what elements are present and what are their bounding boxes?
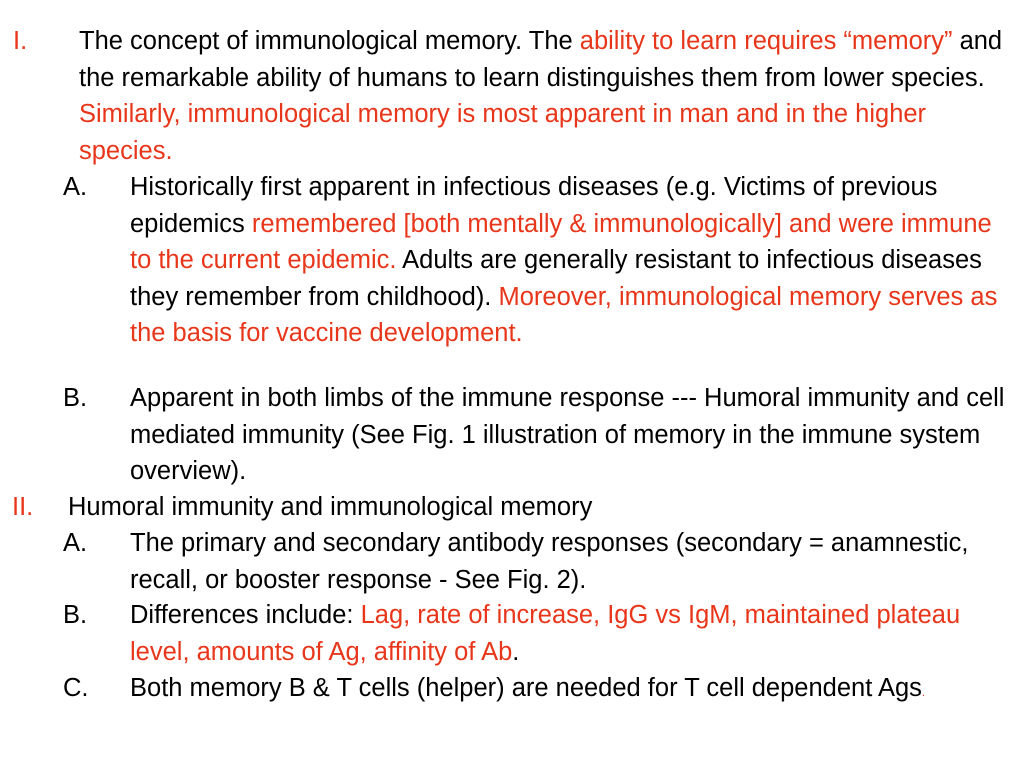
section-2-item-c-text: Both memory B & T cells (helper) are needed for T cell dependent Ags — [130, 674, 922, 702]
section-1-item-a — [63, 169, 1020, 352]
section-1-highlight-1: ability to learn requires “memory” — [579, 27, 953, 55]
section-2-item-c — [63, 670, 1020, 707]
section-2-marker: II. — [12, 493, 34, 521]
section-1-item-b — [63, 380, 1020, 490]
section-2-item-c-marker: C. — [63, 674, 89, 702]
section-1-text: The concept of immunological memory. The — [79, 27, 580, 55]
section-1-highlight-2: Similarly, immunological memory is most apparent in man and in the higher species. — [79, 100, 927, 165]
section-2-item-a — [63, 525, 1020, 598]
section-1-text-2: and the remarkable ability of humans to learn distinguishes them from lower species. — [79, 27, 1003, 92]
section-2-paragraph — [12, 489, 1008, 526]
section-1-item-a-highlight-1: remembered [both mentally & immunologically] and were immune to the current epidemic. — [130, 209, 992, 274]
section-2-item-a-text: The primary and secondary antibody responses (secondary = anamnestic, recall, or booster response - See Fig. 2). — [130, 529, 969, 594]
section-2-text: Humoral immunity and immunological memory — [68, 493, 593, 521]
section-2-item-b-marker: B. — [63, 601, 88, 629]
section-1-item-a-marker: A. — [63, 173, 88, 201]
section-2-item-b-highlight: Lag, rate of increase, IgG vs IgM, maintained plateau level, amounts of Ag, affinity of Ab — [130, 601, 961, 666]
section-2-item-b — [63, 597, 1020, 670]
section-1-item-a-highlight-2: Moreover, immunological memory serves as the basis for vaccine development. — [130, 282, 998, 347]
section-1-paragraph — [13, 23, 1019, 169]
section-1-item-b-text: Apparent in both limbs of the immune response --- Humoral immunity and cell mediated immunity (See Fig. 1 illustration of memory in the immune system overview). — [130, 384, 1005, 485]
section-1-item-b-marker: B. — [63, 384, 88, 412]
section-1-item-a-text: Historically first apparent in infectious diseases (e.g. Victims of previous epidemics — [130, 173, 938, 238]
section-2-item-a-marker: A. — [63, 529, 88, 557]
section-2-item-b-text-2: . — [512, 637, 520, 666]
section-2-item-c-period: . — [921, 687, 925, 699]
section-2-item-b-text: Differences include: — [130, 601, 361, 629]
section-1-marker: I. — [13, 27, 28, 55]
section-1-item-a-text-2: Adults are generally resistant to infectious diseases they remember from childhood). — [130, 246, 982, 311]
